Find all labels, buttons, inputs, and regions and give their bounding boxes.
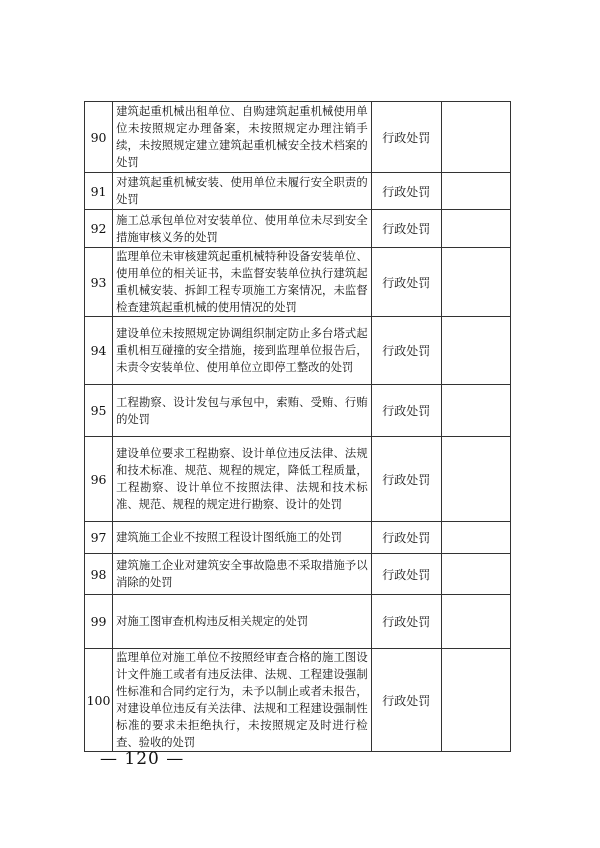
table-row	[85, 248, 511, 317]
row-number: 98	[85, 554, 113, 595]
item-name: 对建筑起重机械安装、使用单位未履行安全职责的处罚	[113, 173, 372, 210]
row-number: 95	[85, 385, 113, 437]
table-row	[85, 317, 511, 385]
item-name: 施工总承包单位对安装单位、使用单位未尽到安全措施审核义务的处罚	[113, 210, 372, 248]
empty-cell	[441, 173, 510, 210]
item-category: 行政处罚	[371, 173, 441, 210]
item-category: 行政处罚	[371, 385, 441, 437]
item-name: 工程勘察、设计发包与承包中，索贿、受贿、行贿的处罚	[113, 385, 372, 437]
table-row	[85, 437, 511, 522]
item-category: 行政处罚	[371, 210, 441, 248]
empty-cell	[441, 649, 510, 752]
table-row	[85, 102, 511, 173]
row-number: 92	[85, 210, 113, 248]
item-category: 行政处罚	[371, 317, 441, 385]
item-name: 建筑施工企业不按照工程设计图纸施工的处罚	[113, 522, 372, 554]
row-number: 90	[85, 102, 113, 173]
table-row	[85, 522, 511, 554]
item-name: 监理单位未审核建筑起重机械特种设备安装单位、使用单位的相关证书，未监督安装单位执行建筑起重机械安装、拆卸工程专项施工方案情况，未监督检查建筑起重机械的使用情况的处罚	[113, 248, 372, 317]
item-category: 行政处罚	[371, 437, 441, 522]
item-category: 行政处罚	[371, 595, 441, 649]
empty-cell	[441, 385, 510, 437]
row-number: 99	[85, 595, 113, 649]
empty-cell	[441, 102, 510, 173]
item-category: 行政处罚	[371, 102, 441, 173]
table-row	[85, 649, 511, 752]
row-number: 96	[85, 437, 113, 522]
empty-cell	[441, 210, 510, 248]
row-number: 94	[85, 317, 113, 385]
row-number: 93	[85, 248, 113, 317]
empty-cell	[441, 595, 510, 649]
empty-cell	[441, 522, 510, 554]
item-name: 建设单位未按照规定协调组织制定防止多台塔式起重机相互碰撞的安全措施，接到监理单位报告后，未责令安装单位、使用单位立即停工整改的处罚	[113, 317, 372, 385]
table-row	[85, 173, 511, 210]
empty-cell	[441, 437, 510, 522]
item-name: 建筑起重机械出租单位、自购建筑起重机械使用单位未按照规定办理备案，未按照规定办理注销手续，未按照规定建立建筑起重机械安全技术档案的处罚	[113, 102, 372, 173]
table-row	[85, 385, 511, 437]
item-category: 行政处罚	[371, 522, 441, 554]
item-name: 建筑施工企业对建筑安全事故隐患不采取措施予以消除的处罚	[113, 554, 372, 595]
power-list-table	[84, 101, 511, 752]
item-name: 对施工图审查机构违反相关规定的处罚	[113, 595, 372, 649]
row-number: 91	[85, 173, 113, 210]
row-number: 97	[85, 522, 113, 554]
item-name: 监理单位对施工单位不按照经审查合格的施工图设计文件施工或者有违反法律、法规、工程建设强制性标准和合同约定行为，未予以制止或者未报告，对建设单位违反有关法律、法规和工程建设强制性标准的要求未拒绝执行，未按照规定及时进行检查、验收的处罚	[113, 649, 372, 752]
row-number: 100	[85, 649, 113, 752]
item-category: 行政处罚	[371, 554, 441, 595]
item-category: 行政处罚	[371, 248, 441, 317]
item-category: 行政处罚	[371, 649, 441, 752]
table-row	[85, 554, 511, 595]
empty-cell	[441, 248, 510, 317]
empty-cell	[441, 317, 510, 385]
item-name: 建设单位要求工程勘察、设计单位违反法律、法规和技术标准、规范、规程的规定，降低工程质量，工程勘察、设计单位不按照法律、法规和技术标准、规范、规程的规定进行勘察、设计的处罚	[113, 437, 372, 522]
table-row	[85, 595, 511, 649]
table-row	[85, 210, 511, 248]
empty-cell	[441, 554, 510, 595]
page-number: — 120 —	[100, 749, 185, 769]
